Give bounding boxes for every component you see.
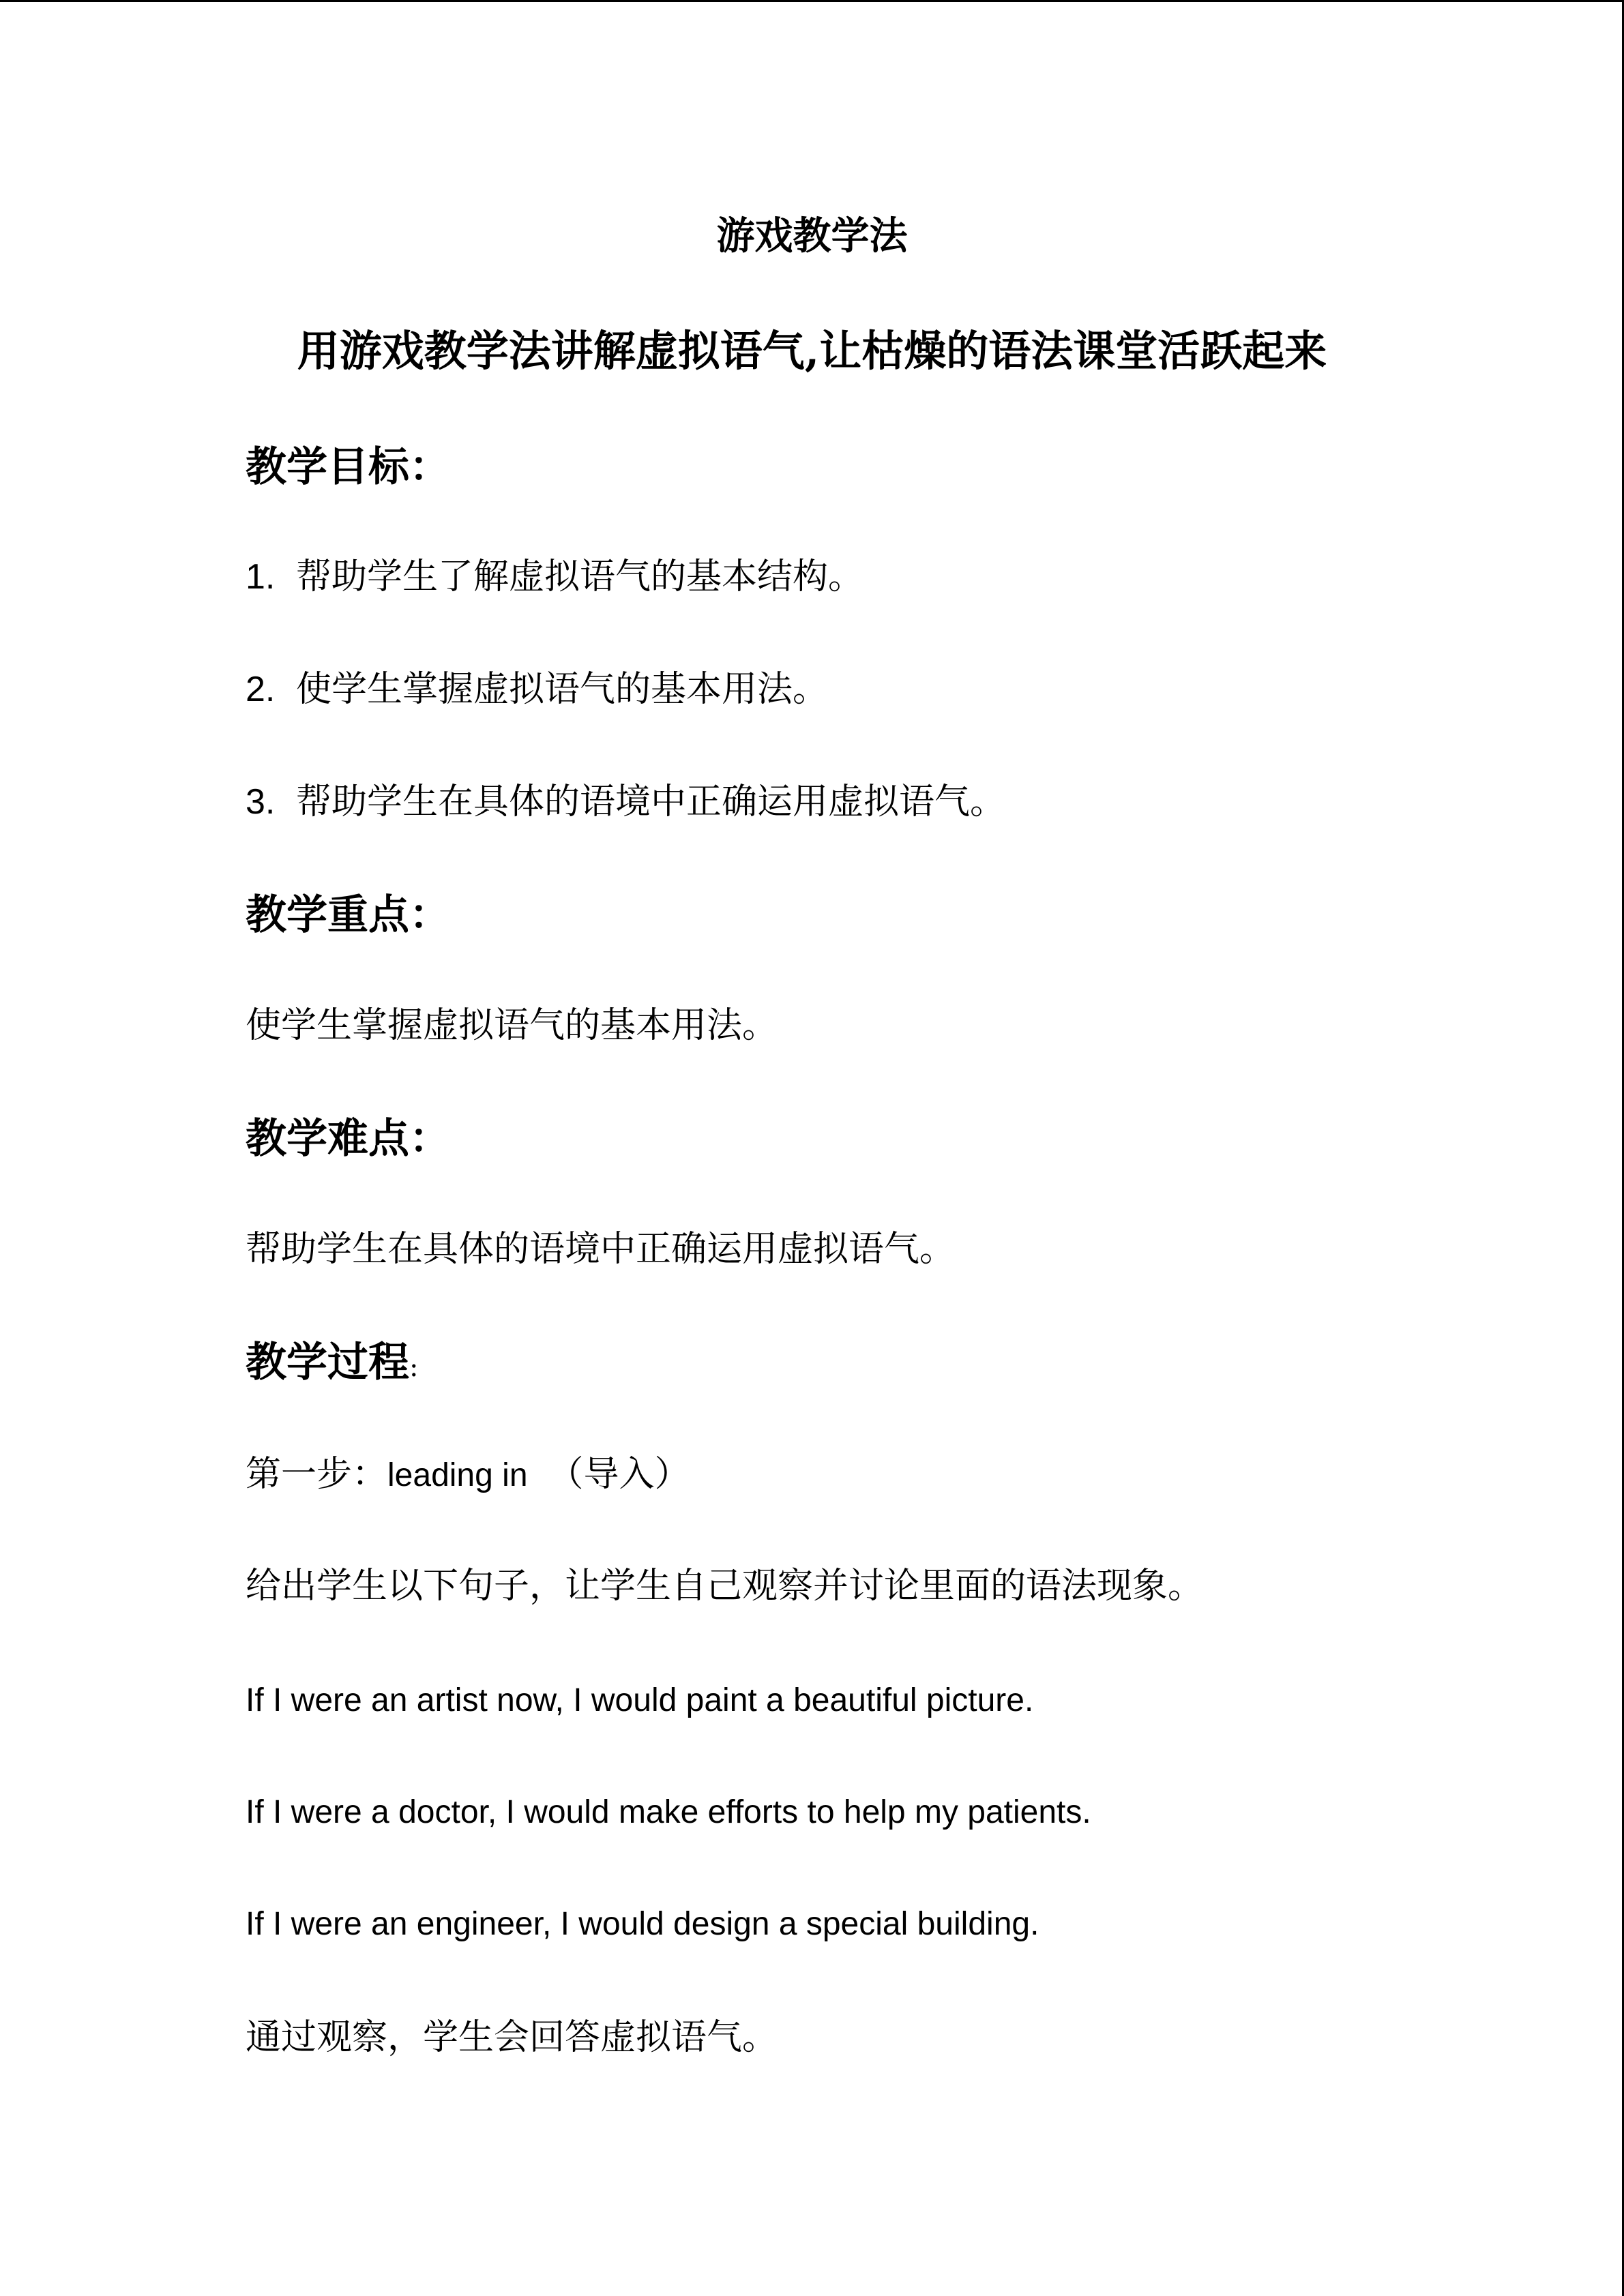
objective-item: [246, 556, 864, 597]
document-subtitle: 用游戏教学法讲解虚拟语气,让枯燥的语法课堂活跃起来: [297, 326, 1327, 376]
objective-number: 3.: [246, 782, 276, 822]
objective-number: 1.: [246, 557, 276, 597]
step1-line: [246, 1454, 690, 1495]
key-points-text: 使学生掌握虚拟语气的基本用法。: [246, 1005, 778, 1046]
page-border-top: [0, 0, 1624, 2]
conclusion-text: 通过观察，学生会回答虚拟语气。: [246, 2017, 778, 2058]
example-sentence: If I were an engineer, I would design a special building.: [246, 1906, 1039, 1942]
step1-english: leading in: [387, 1457, 528, 1493]
objective-item: [246, 669, 829, 710]
document-title: 游戏教学法: [716, 213, 908, 258]
process-heading-colon: :: [409, 1352, 419, 1383]
objective-text: 使学生掌握虚拟语气的基本用法。: [296, 669, 829, 710]
step1-label: 第一步：: [246, 1454, 388, 1495]
example-sentence: If I were a doctor, I would make efforts to help my patients.: [246, 1794, 1091, 1830]
key-points-heading: 教学重点：: [246, 891, 450, 939]
objective-text: 帮助学生了解虚拟语气的基本结构。: [296, 556, 864, 597]
objective-number: 2.: [246, 670, 276, 709]
example-sentence: If I were an artist now, I would paint a beautiful picture.: [246, 1682, 1034, 1718]
objective-item: [246, 781, 1006, 822]
difficulties-heading: 教学难点：: [246, 1115, 450, 1163]
difficulties-text: 帮助学生在具体的语境中正确运用虚拟语气。: [246, 1229, 956, 1270]
instruction-text: 给出学生以下句子，让学生自己观察并讨论里面的语法现象。: [246, 1566, 1204, 1607]
process-heading-text: 教学过程: [246, 1339, 409, 1386]
step1-chinese: （导入）: [548, 1454, 690, 1495]
objective-text: 帮助学生在具体的语境中正确运用虚拟语气。: [296, 781, 1006, 822]
objectives-heading: 教学目标：: [246, 443, 450, 491]
process-heading: [246, 1339, 419, 1386]
